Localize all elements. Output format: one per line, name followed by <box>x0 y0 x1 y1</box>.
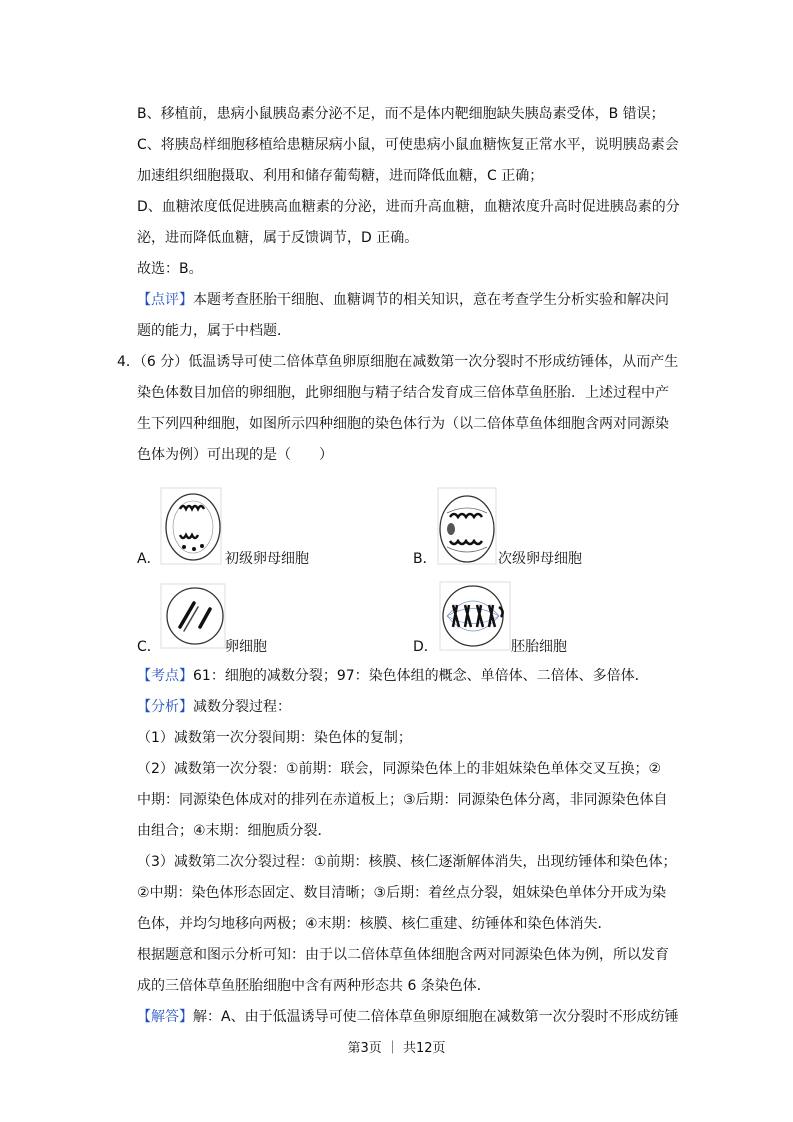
option-c-letter: C． <box>137 639 161 655</box>
fenxi-line: ②中期：染色体形态固定、数目清晰；③后期：着丝点分裂，姐妹染色单体分开成为染 <box>137 885 667 901</box>
question-number: 4． <box>117 354 140 370</box>
option-b-letter: B． <box>413 551 437 567</box>
question-line: 染色体数目加倍的卵细胞，此卵细胞与精子结合发育成三倍体草鱼胚胎．上述过程中产 <box>137 385 669 401</box>
jieda <box>137 1007 679 1027</box>
comment-tag: 【点评】 <box>137 292 193 308</box>
option-d-letter: D． <box>413 639 438 655</box>
text-line: 泌，进而降低血糖，属于反馈调节，D 正确。 <box>137 230 419 246</box>
text-line: 加速组织细胞摄取、利用和储存葡萄糖，进而降低血糖，C 正确； <box>137 168 544 184</box>
fenxi-line: 色体，并均匀地移向两极；④末期：核膜、核仁重建、纺锤体和染色体消失． <box>137 916 612 932</box>
text-line: 故选：B。 <box>137 261 203 277</box>
fenxi-line: （1）减数第一次分裂间期：染色体的复制； <box>137 730 412 746</box>
fenxi-line: 根据题意和图示分析可知：由于以二倍体草鱼体细胞含两对同源染色体为例，所以发育 <box>137 947 669 963</box>
kaodian-tag: 【考点】 <box>137 668 193 684</box>
comment-text-continued: 题的能力，属于中档题． <box>137 323 291 339</box>
fenxi-line: 由组合；④末期：细胞质分裂． <box>137 823 332 839</box>
kaodian-text: 61：细胞的减数分裂；97：染色体组的概念、单倍体、二倍体、多倍体． <box>193 668 649 684</box>
primary-oocyte-cell-icon <box>160 487 222 565</box>
fenxi-tag: 【分析】 <box>137 699 193 715</box>
option-b-label: 次级卵母细胞 <box>498 551 582 567</box>
question-line: 生下列四种细胞，如图所示四种细胞的染色体行为（以二倍体草鱼体细胞含两对同源染 <box>137 416 669 432</box>
option-a-label: 初级卵母细胞 <box>225 551 309 567</box>
option-c-label: 卵细胞 <box>225 639 267 655</box>
fenxi-line: 成的三倍体草鱼胚胎细胞中含有两种形态共 6 条染色体． <box>137 978 491 994</box>
secondary-oocyte-cell-icon <box>437 487 497 565</box>
fenxi <box>137 697 291 717</box>
fenxi-line: 中期：同源染色体成对的排列在赤道板上；③后期：同源染色体分离，非同源染色体自 <box>137 792 668 808</box>
jieda-text: 解：A、由于低温诱导可使二倍体草鱼卵原细胞在减数第一次分裂时不形成纺锤 <box>193 1009 679 1025</box>
comment <box>137 290 669 310</box>
text-line: B、移植前，患病小鼠胰岛素分泌不足，而不是体内靶细胞缺失胰岛素受体，B 错误； <box>137 106 665 122</box>
question-line: 色体为例）可出现的是（ ） <box>137 447 333 463</box>
text-line: D、血糖浓度低促进胰高血糖素的分泌，进而升高血糖，血糖浓度升高时促进胰岛素的分 <box>137 199 680 215</box>
fenxi-text: 减数分裂过程： <box>193 699 291 715</box>
option-a-letter: A． <box>137 551 161 567</box>
comment-text: 本题考查胚胎干细胞、血糖调节的相关知识，意在考查学生分析实验和解决问 <box>193 292 669 308</box>
fenxi-line: （2）减数第一次分裂：①前期：联会，同源染色体上的非姐妹染色单体交叉互换；② <box>137 761 662 777</box>
fenxi-line: （3）减数第二次分裂过程：①前期：核膜、核仁逐渐解体消失，出现纺锤体和染色体； <box>137 854 677 870</box>
jieda-tag: 【解答】 <box>137 1009 193 1025</box>
option-d-label: 胚胎细胞 <box>511 639 567 655</box>
question-line: 4．（6 分）低温诱导可使二倍体草鱼卵原细胞在减数第一次分裂时不形成纺锤体，从而产生 <box>117 354 679 370</box>
kaodian <box>137 666 649 686</box>
egg-cell-icon <box>160 583 226 649</box>
embryo-cell-icon <box>439 581 511 651</box>
page-footer: 第3页 ｜ 共12页 <box>347 1041 446 1056</box>
text-line: C、将胰岛样细胞移植给患糖尿病小鼠，可使患病小鼠血糖恢复正常水平，说明胰岛素会 <box>137 137 679 153</box>
